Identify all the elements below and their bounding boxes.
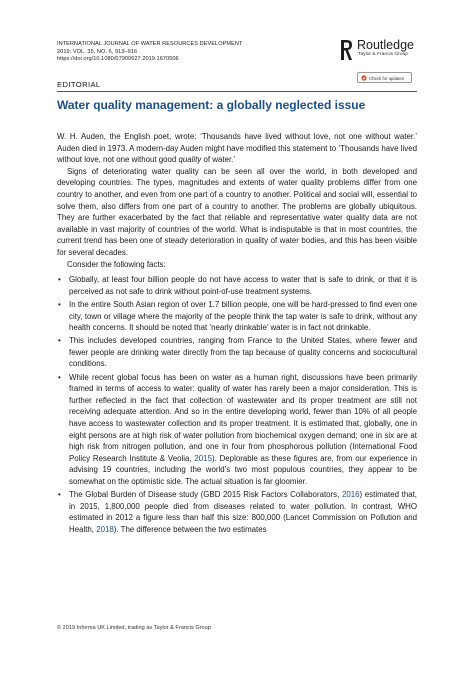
citation-link[interactable]: 2015	[194, 453, 212, 463]
article-body	[57, 131, 417, 537]
volume-info: 2019, VOL. 35, NO. 6, 913–916	[57, 48, 138, 55]
paragraph-consider: Consider the following facts:	[67, 259, 166, 269]
routledge-r-icon	[340, 39, 353, 61]
journal-name: INTERNATIONAL JOURNAL OF WATER RESOURCES DEVELOPMENT	[57, 41, 243, 47]
list-item: • The Global Burden of Disease study (GBD 2015 Risk Factors Collaborators, 2016) estimated that, in 2015, 1,800,000 people died from diseases related to water pollution. In contrast, WHO estimated in 2012 a figure less than half this size: 800,000 (Lancet Commission on Pollution and Health, 2018). The difference between the two estimates	[57, 489, 417, 535]
citation-link[interactable]: 2018	[96, 524, 114, 534]
article-title: Water quality management: a globally neglected issue	[57, 98, 366, 112]
emphasis-quality: quality	[178, 155, 202, 165]
citation-link[interactable]: 2016	[341, 490, 360, 500]
publisher-logo	[340, 38, 440, 68]
section-label: EDITORIAL	[57, 80, 101, 89]
publisher-subtitle: Taylor & Francis Group	[358, 52, 409, 57]
paragraph-water-quality: Signs of deteriorating water quality can be seen all over the world, in both developed and developing countries. The types, magnitudes and extents of water quality problems differ from one country to another, and even from one part of a country to another. Political and social will, essential to solve them, also differs from one part of a country to another. The problems are globally ubiquitous. They are further exacerbated by the fact that reliable and representative water quality data are not available in vast majority of countries of the world. What is indisputable is that in most countries, the current trend has been one of steady deterioration in quality of water bodies, and this has been visible for several decades.	[57, 166, 417, 257]
facts-list	[57, 274, 417, 535]
list-item: • Globally, at least four billion people do not have access to water that is safe to drink, or that it is perceived as not safe to drink without point-of-use treatment systems.	[57, 274, 417, 297]
check-updates-icon	[361, 75, 367, 81]
list-item: • In the entire South Asian region of over 1.7 billion people, one will be hard-pressed to find even one city, town or village where the majority of the people think the tap water is safe to drink, without any health concerns. It should be noted that ‘nearly drinkable’ water is in fact not drinkable.	[57, 299, 417, 334]
copyright-footer: © 2019 Informa UK Limited, trading as Taylor & Francis Group	[57, 625, 211, 631]
check-updates-label: Check for updates	[369, 76, 404, 81]
list-item: • While recent global focus has been on water as a human right, discussions have been primarily framed in terms of access to water: quality of water has rarely been a major consideration. This is further reflected in the fact that collection of wastewater and its proper treatment are still not receiving adequate attention. And so in the entire developing world, fewer than 10% of all people have access to wastewater collection and its proper treatment. It is estimated that, globally, one in eight persons are at high risk of water pollution from biochemical oxygen demand; one in six are at high risk from nitrogen pollution, and one in four from phosphorous pollution (International Food Policy Research Institute & Veolia, 2015). Deplorable as these figures are, from our experience in advising 19 countries, including the world’s two most populous countries, they appear to be somewhat on the optimistic side. The actual situation is far gloomier.	[57, 372, 417, 488]
doi-link[interactable]: https://doi.org/10.1080/07900627.2019.1670506	[57, 56, 179, 63]
publisher-name: Routledge	[357, 38, 414, 52]
list-item: • This includes developed countries, ranging from France to the United States, where fewer and fewer people are drinking water directly from the tap because of quality concerns and sociocultural conditions.	[57, 335, 417, 370]
journal-header	[57, 41, 337, 64]
check-for-updates-button[interactable]	[357, 72, 412, 83]
paragraph-intro: W. H. Auden, the English poet, wrote: ‘Thousands have lived without love, not one without water.’ Auden died in 1973. A modern-day Auden might have modified this statement to ‘Thousands have lived without love, not one without good quality of water.’	[57, 132, 417, 165]
header-divider	[57, 91, 417, 92]
